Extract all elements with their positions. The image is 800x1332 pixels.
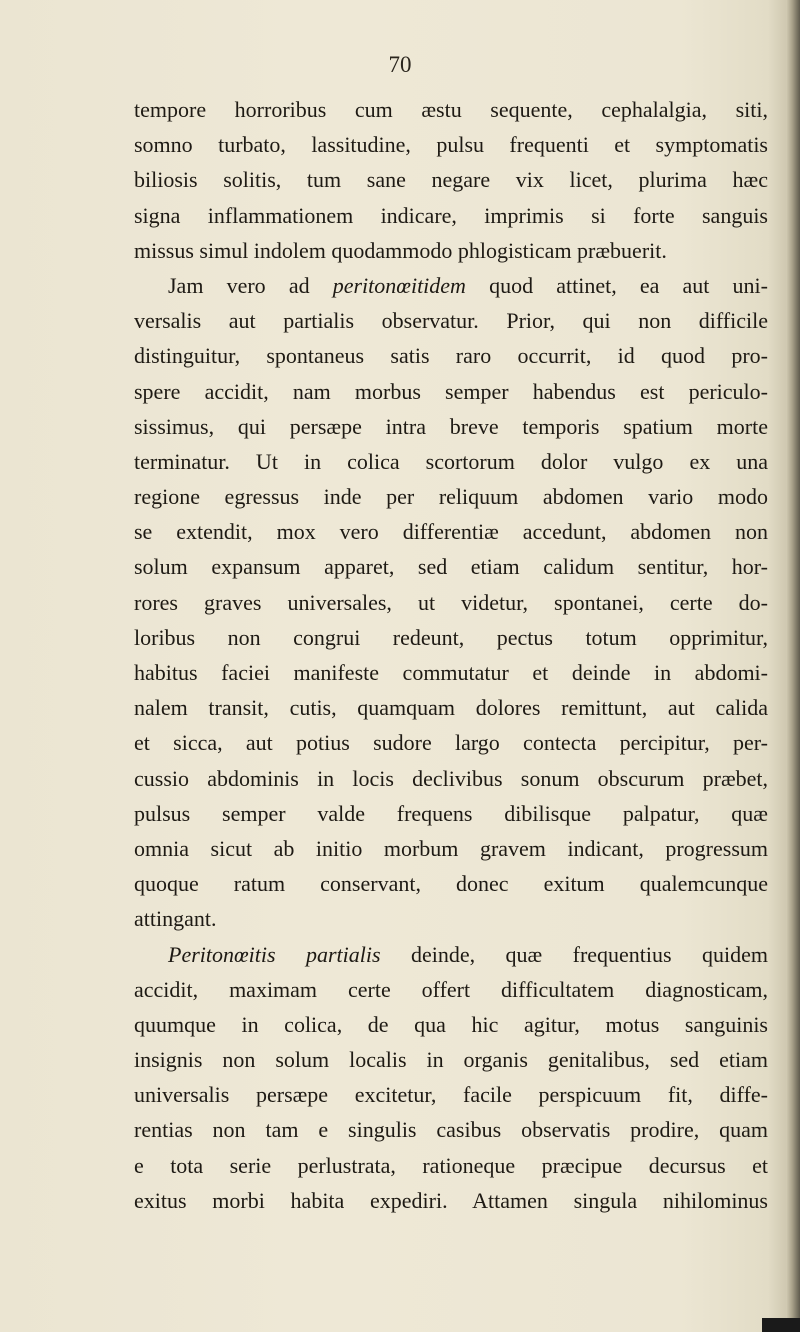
text-line-end: deinde, quæ frequentius quidem bbox=[380, 941, 768, 967]
text-line: pulsus semper valde frequens dibilisque palpatur, quæ bbox=[134, 800, 768, 826]
italic-term-peritonoeitis-partialis: Peritonœitis partialis bbox=[168, 941, 381, 967]
body-text bbox=[134, 92, 768, 1218]
text-line: spere accidit, nam morbus semper habendus est periculo- bbox=[134, 378, 768, 404]
page-edge-shadow bbox=[786, 0, 800, 1332]
text-line-end: quod attinet, ea aut uni- bbox=[465, 272, 768, 298]
text-line: quoque ratum conservant, donec exitum qualemcunque bbox=[134, 871, 768, 897]
text-line: habitus faciei manifeste commutatur et deinde in abdomi- bbox=[134, 660, 768, 685]
text-line: terminatur. Ut in colica scortorum dolor vulgo ex una bbox=[134, 448, 768, 474]
text-line: versalis aut partialis observatur. Prior, qui non difficile bbox=[134, 308, 768, 334]
text-line: et sicca, aut potius sudore largo contecta percipitur, per- bbox=[134, 730, 768, 756]
text-line: sissimus, qui persæpe intra breve temporis spatium morte bbox=[134, 413, 768, 439]
text-line: missus simul indolem quodammodo phlogisticam præbuerit. bbox=[134, 237, 667, 263]
text-line bbox=[134, 268, 768, 303]
text-line: omnia sicut ab initio morbum gravem indicant, progressum bbox=[134, 835, 768, 861]
text-line: insignis non solum localis in organis genitalibus, sed etiam bbox=[134, 1047, 768, 1073]
text-line: se extendit, mox vero differentiæ accedunt, abdomen non bbox=[134, 519, 768, 545]
text-line: e tota serie perlustrata, rationeque præcipue decursus et bbox=[134, 1152, 768, 1178]
text-line: cussio abdominis in locis declivibus sonum obscurum præbet, bbox=[134, 765, 768, 791]
scan-corner-mark bbox=[762, 1318, 800, 1332]
page-number: 70 bbox=[388, 52, 412, 77]
text-line: universalis persæpe excitetur, facile perspicuum fit, diffe- bbox=[134, 1082, 768, 1108]
text-line: loribus non congrui redeunt, pectus totum opprimitur, bbox=[134, 624, 768, 650]
text-line: rores graves universales, ut videtur, spontanei, certe do- bbox=[134, 589, 768, 615]
text-line: biliosis solitis, tum sane negare vix licet, plurima hæc bbox=[134, 167, 768, 193]
text-line: regione egressus inde per reliquum abdomen vario modo bbox=[134, 484, 768, 510]
italic-term-peritonoeitidem: peritonœitidem bbox=[332, 272, 466, 298]
text-line-start: Jam vero ad bbox=[168, 272, 333, 298]
text-line: solum expansum apparet, sed etiam calidum sentitur, hor- bbox=[134, 554, 768, 580]
text-line: accidit, maximam certe offert difficultatem diagnosticam, bbox=[134, 976, 768, 1002]
text-line: somno turbato, lassitudine, pulsu frequenti et symptomatis bbox=[134, 132, 768, 158]
text-line: nalem transit, cutis, quamquam dolores remittunt, aut calida bbox=[134, 695, 768, 721]
text-line: distinguitur, spontaneus satis raro occurrit, id quod pro- bbox=[134, 343, 768, 369]
text-line: attingant. bbox=[134, 906, 217, 932]
text-line: signa inflammationem indicare, imprimis si forte sanguis bbox=[134, 202, 768, 228]
text-line: exitus morbi habita expediri. Attamen singula nihilominus bbox=[134, 1187, 768, 1213]
text-line: quumque in colica, de qua hic agitur, motus sanguinis bbox=[134, 1011, 768, 1037]
text-line: tempore horroribus cum æstu sequente, cephalalgia, siti, bbox=[134, 97, 768, 122]
text-line: rentias non tam e singulis casibus observatis prodire, quam bbox=[134, 1117, 768, 1143]
text-line bbox=[134, 937, 768, 972]
